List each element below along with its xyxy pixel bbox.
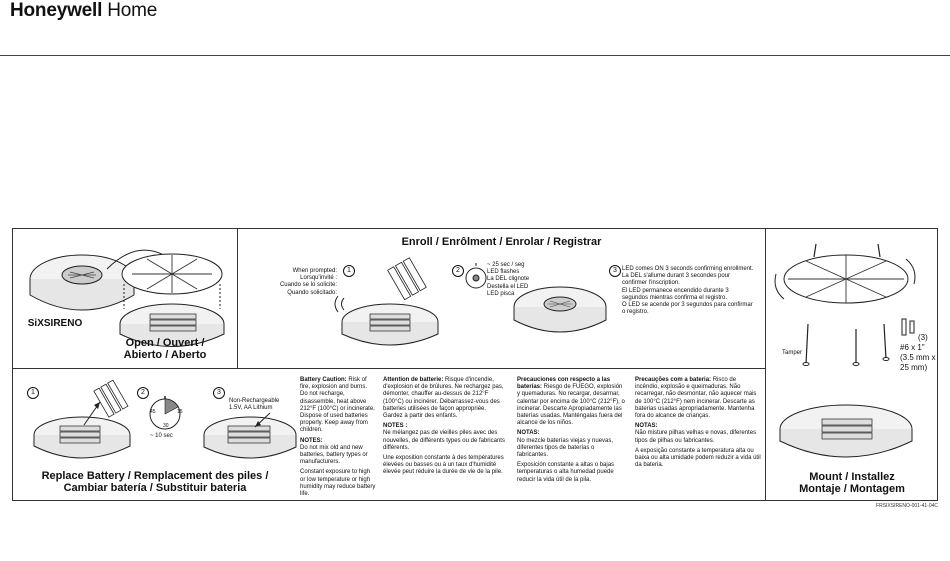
open-caption: Open / Ouvert / Abierto / Aberto: [123, 337, 207, 361]
enroll-step1-illustration: [330, 252, 450, 362]
battery-step3-illustration: [200, 405, 300, 470]
warning-fr-extra: Une exposition constante à des températures élevées ou basses ou à un taux d'humidité élevée peut réduire la durée de vie de la pile.: [383, 455, 504, 476]
warning-en-head: Battery Caution:: [300, 377, 347, 383]
battery-step-3: 3: [213, 387, 225, 399]
divider-middle: [12, 368, 765, 369]
divider-left: [237, 228, 238, 368]
brand-suffix: Home: [102, 0, 158, 21]
warning-en: [300, 377, 376, 501]
warning-es-notes-label: NOTAS:: [517, 430, 540, 437]
led-on-text: LED comes ON 3 seconds confirming enrollment. La DEL s'allume durant 3 secondes pour confirmer l'inscription. El LED permanece encendido durante 3 segundos mientras confirma el registro. O LED se acende por 3 segundos para confirmar o registro.: [622, 266, 754, 316]
warning-fr-head: Attention de batterie:: [383, 377, 444, 383]
warning-pt-body: Risco de incêndio, explosão e queimaduras. Não recarregar, não desmontar, não aquecer mais de 100°C (212°F) nem incinerar. Descarte as baterias usadas apropriadamente. Mantenha fora do alcance de crianças.: [635, 377, 757, 420]
warning-fr-notes-label: NOTES :: [383, 423, 408, 430]
mount-caption: Mount / Installez Montaje / Montagem: [799, 471, 905, 495]
warning-es-body: Riesgo de FUEGO, explosión y quemaduras. No recargar, desarmar, calentar por encima de 100°C (212°F), o incinerar. Descarte Apropiadamente las baterías usadas. Manténgalas fuera del alcance de los niños.: [517, 384, 625, 427]
warning-pt-notes: Não misture pilhas velhas e novas, diferentes tipos de pilhas ou fabricantes.: [635, 430, 757, 444]
header-rule: [0, 55, 950, 56]
warning-en-extra: Constant exposure to high or low temperature or high humidity may reduce battery life.: [300, 469, 376, 498]
warning-es: [517, 377, 625, 487]
battery-caption: Replace Battery / Remplacement des piles / Cambiar batería / Substituir bateria: [41, 470, 269, 494]
warning-en-notes: Do not mix old and new batteries, battery types or manufacturers.: [300, 444, 368, 466]
enroll-step-2: 2: [452, 265, 464, 277]
enroll-title: Enroll / Enrôlment / Enrolar / Registrar: [401, 236, 602, 248]
warning-pt: [635, 377, 761, 472]
screw-size: #6 x 1" (3.5 mm x 25 mm): [900, 343, 936, 372]
enroll-step2-siren: [510, 272, 615, 347]
enroll-prompt: When prompted: Lorsqu'invité : Cuando se lo solicite: Quando solicitado:: [279, 268, 337, 296]
warning-fr: [383, 377, 507, 480]
timer-dial-15: 15: [177, 409, 183, 415]
timer-text: ~ 10 sec: [150, 433, 173, 439]
warning-es-notes: No mezcle baterías viejas y nuevas, diferentes tipos de baterías o fabricantes.: [517, 437, 614, 459]
enroll-step-3: 3: [609, 265, 621, 277]
battery-step-2: 2: [137, 387, 149, 399]
enroll-step-1: 1: [343, 265, 355, 277]
warning-es-extra: Exposición constante a altas o bajas temperaturas o alta humedad puede reducir la vida útil de la pila.: [517, 462, 615, 483]
led-blink-text: ~ 25 sec / seg LED flashes La DEL clignote Destella el LED LED pisca: [487, 262, 530, 297]
warning-en-body: Risk of fire, explosion and burns. Do not recharge, disassemble, heat above 212°F (100°C) or incinerate. Dispose of used batteries properly. Keep away from children.: [300, 377, 375, 434]
warning-es-head: Precauciones con respecto a las baterías:: [517, 377, 611, 391]
warning-pt-notes-label: NOTAS:: [635, 423, 658, 430]
timer-dial-45: 45: [150, 409, 156, 415]
battery-step1-illustration: [22, 380, 132, 465]
battery-step-1: 1: [27, 387, 39, 399]
warning-pt-head: Precauções com a bateria:: [635, 377, 712, 383]
screw-qty: (3): [918, 333, 928, 342]
tamper-label: Tamper: [782, 350, 803, 356]
warning-fr-body: Risque d'incendie, d'explosion et de brûlures. Ne rechargez pas, démonter, chauffer au-dessus de 212°F (100°C) ou incinérer. Débarrassez-vous des batteries utilisées de façon appropriée. Gardez à partir des enfants.: [383, 377, 504, 420]
product-name: SiXSIRENO: [27, 318, 83, 329]
battery-type: Non-Rechargeable 1.5V, AA Lithium: [229, 398, 280, 412]
brand-name: Honeywell: [10, 0, 103, 21]
document-id: FRSIXSIRENO-001-41-04C: [876, 503, 938, 509]
warning-fr-notes: Ne mélangez pas de vieilles piles avec des nouvelles, de différents types ou de fabricants différents.: [383, 430, 505, 451]
brand-logo: [10, 0, 157, 22]
timer-dial-30: 30: [163, 423, 169, 429]
warning-pt-extra: A exposição constante a temperatura alta ou baixa ou alta umidade podem reduzir a vida útil da bateria.: [635, 447, 761, 469]
warning-en-notes-label: NOTES:: [300, 437, 323, 444]
